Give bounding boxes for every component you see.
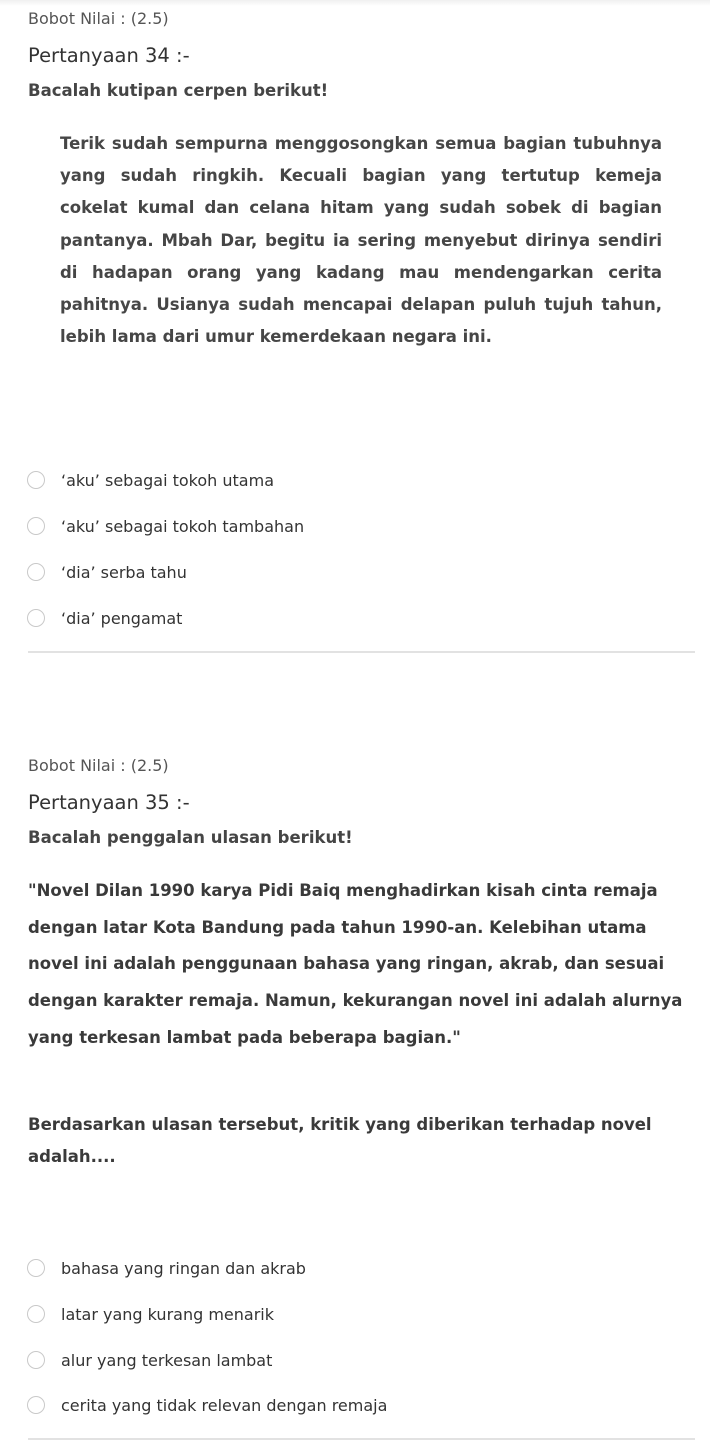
q34-option-c[interactable]: [27, 562, 687, 584]
question-divider: [28, 1438, 695, 1440]
radio-button-icon[interactable]: [27, 1305, 45, 1323]
option-label: ‘aku’ sebagai tokoh tambahan: [61, 517, 305, 536]
radio-button-icon[interactable]: [27, 1351, 45, 1369]
q34-weight: Bobot Nilai : (2.5): [28, 9, 169, 28]
option-label: ‘aku’ sebagai tokoh utama: [61, 471, 274, 490]
q35-weight: Bobot Nilai : (2.5): [28, 756, 169, 775]
q35-question-prompt: Berdasarkan ulasan tersebut, kritik yang diberikan terhadap novel adalah....: [28, 1115, 652, 1166]
radio-button-icon[interactable]: [27, 609, 45, 627]
radio-button-icon[interactable]: [27, 1259, 45, 1277]
radio-button-icon[interactable]: [27, 1396, 45, 1414]
q34-option-a[interactable]: [27, 470, 687, 492]
q35-option-c[interactable]: [27, 1350, 687, 1372]
option-label: cerita yang tidak relevan dengan remaja: [61, 1396, 388, 1415]
radio-button-icon[interactable]: [27, 471, 45, 489]
q35-instruction: Bacalah penggalan ulasan berikut!: [28, 828, 353, 847]
q35-option-b[interactable]: [27, 1304, 687, 1326]
question-divider: [28, 651, 695, 653]
radio-button-icon[interactable]: [27, 563, 45, 581]
q35-review-excerpt: "Novel Dilan 1990 karya Pidi Baiq menghadirkan kisah cinta remaja dengan latar Kota Bandung pada tahun 1990-an. Kelebihan utama novel ini adalah penggunaan bahasa yang ringan, akrab, dan sesuai dengan karakter remaja. Namun, kekurangan novel ini adalah alurnya yang terkesan lambat pada beberapa bagian.": [28, 881, 683, 1047]
q34-option-b[interactable]: [27, 516, 687, 538]
q35-title: Pertanyaan 35 :-: [28, 791, 190, 814]
option-label: ‘dia’ pengamat: [61, 609, 183, 628]
q34-instruction: Bacalah kutipan cerpen berikut!: [28, 81, 329, 100]
option-label: alur yang terkesan lambat: [61, 1351, 273, 1370]
q34-story-excerpt: Terik sudah sempurna menggosongkan semua bagian tubuhnya yang sudah ringkih. Kecuali bagian yang tertutup kemeja cokelat kumal dan celana hitam yang sudah sobek di bagian pantanya. Mbah Dar, begitu ia sering menyebut dirinya sendiri di hadapan orang yang kadang mau mendengarkan cerita pahitnya. Usianya sudah mencapai delapan puluh tujuh tahun, lebih lama dari umur kemerdekaan negara ini.: [60, 134, 662, 347]
q34-title: Pertanyaan 34 :-: [28, 44, 190, 67]
q35-option-d[interactable]: [27, 1395, 687, 1417]
option-label: bahasa yang ringan dan akrab: [61, 1259, 306, 1278]
top-shadow: [0, 0, 710, 6]
option-label: ‘dia’ serba tahu: [61, 563, 187, 582]
option-label: latar yang kurang menarik: [61, 1305, 274, 1324]
radio-button-icon[interactable]: [27, 517, 45, 535]
q34-option-d[interactable]: [27, 608, 687, 630]
q35-option-a[interactable]: [27, 1258, 687, 1280]
